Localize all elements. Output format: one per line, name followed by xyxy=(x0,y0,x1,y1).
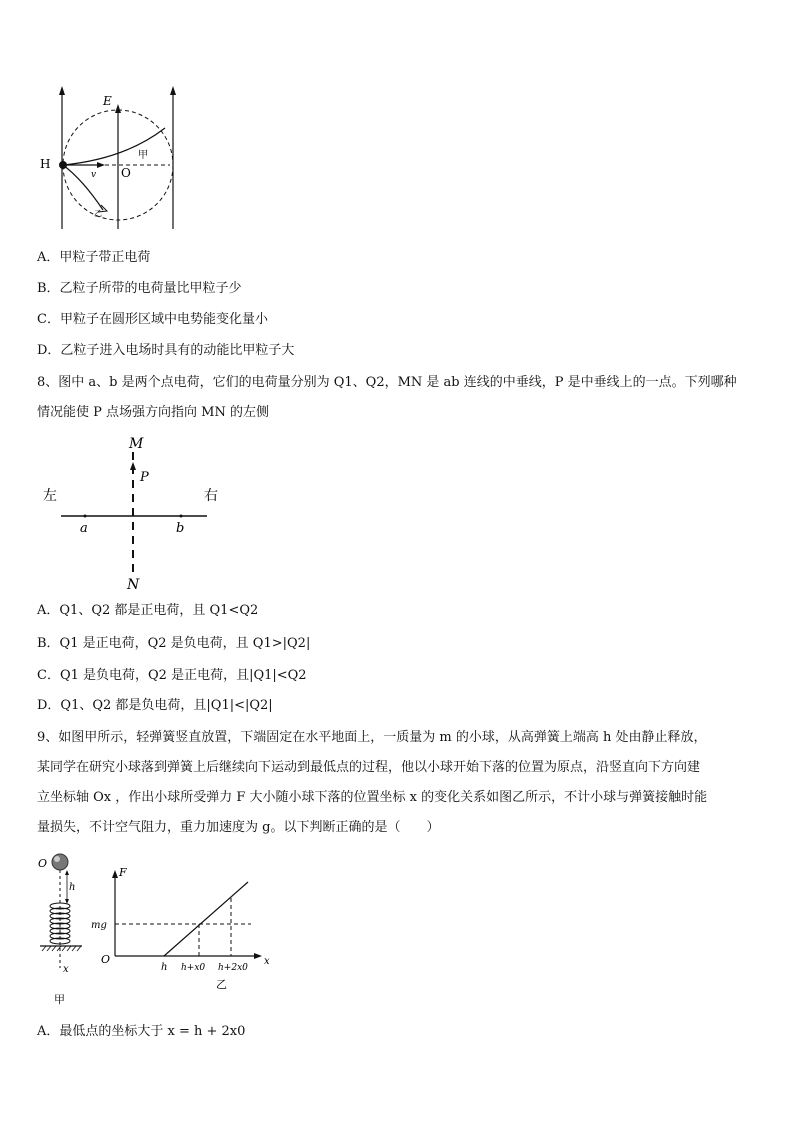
label-P: P xyxy=(140,470,149,485)
label-left: 左 xyxy=(43,488,57,504)
label-jia-x: x xyxy=(63,964,69,975)
q7-option-a: A．甲粒子带正电荷 xyxy=(37,250,151,265)
label-jia-O: O xyxy=(38,857,48,870)
label-M: M xyxy=(129,436,144,452)
q8-option-c: C．Q1 是负电荷，Q2 是正电荷，且|Q1|<Q2 xyxy=(37,668,307,683)
label-E: E xyxy=(103,94,112,108)
q9-stem-line3: 立坐标轴 Ox ，作出小球所受弹力 F 大小随小球下落的位置坐标 x 的变化关系如图乙所示，不计小球与弹簧接触时能 xyxy=(37,790,708,805)
label-jia-h: h xyxy=(69,882,76,893)
label-yi: 乙 xyxy=(94,209,102,218)
q9-option-a: A．最低点的坐标大于 x = h + 2x0 xyxy=(37,1024,246,1039)
q7-option-d: D．乙粒子进入电场时具有的动能比甲粒子大 xyxy=(37,343,295,358)
label-H: H xyxy=(40,157,51,171)
label-N: N xyxy=(127,577,140,592)
label-mg: mg xyxy=(91,920,107,931)
label-right: 右 xyxy=(204,488,218,504)
label-F: F xyxy=(119,866,127,879)
q8-stem-line2: 情况能使 P 点场强方向指向 MN 的左侧 xyxy=(37,405,269,420)
caption-yi: 乙 xyxy=(216,978,227,991)
q9-stem-line1: 9、如图甲所示，轻弹簧竖直放置，下端固定在水平地面上，一质量为 m 的小球，从高弹簧上端高 h 处由静止释放， xyxy=(37,730,707,745)
q8-figure xyxy=(35,432,235,592)
label-yi-O: O xyxy=(101,953,111,966)
tick-h-x0: h+x0 xyxy=(181,963,206,973)
q8-option-a: A．Q1、Q2 都是正电荷，且 Q1<Q2 xyxy=(37,603,259,618)
q8-stem-line1: 8、图中 a、b 是两个点电荷，它们的电荷量分别为 Q1、Q2，MN 是 ab 连线的中垂线，P 是中垂线上的一点。下列哪种 xyxy=(37,375,737,390)
label-a: a xyxy=(80,521,88,536)
q9-figure-jia xyxy=(34,850,94,1008)
tick-h: h xyxy=(161,962,168,973)
q8-option-d: D．Q1、Q2 都是负电荷，且|Q1|<|Q2| xyxy=(37,698,273,713)
q9-figure-yi xyxy=(88,860,278,1000)
label-O: O xyxy=(121,166,131,180)
force-line xyxy=(164,882,248,956)
q7-option-c: C．甲粒子在圆形区域中电势能变化量小 xyxy=(37,312,268,327)
q9-stem-line2: 某同学在研究小球落到弹簧上后继续向下运动到最低点的过程，他以小球开始下落的位置为原点，沿竖直向下方向建 xyxy=(37,760,701,775)
q7-figure xyxy=(35,84,195,234)
label-x: x xyxy=(264,956,270,967)
q8-option-b: B．Q1 是正电荷，Q2 是负电荷，且 Q1>|Q2| xyxy=(37,636,311,651)
tick-h-2x0: h+2x0 xyxy=(218,963,248,973)
q7-option-b: B．乙粒子所带的电荷量比甲粒子少 xyxy=(37,281,242,296)
label-b: b xyxy=(176,521,185,536)
label-jia: 甲 xyxy=(138,150,148,161)
label-v: v xyxy=(91,170,97,180)
q9-stem-line4: 量损失，不计空气阻力，重力加速度为 g。以下判断正确的是（ ） xyxy=(37,820,440,835)
caption-jia: 甲 xyxy=(54,993,65,1006)
